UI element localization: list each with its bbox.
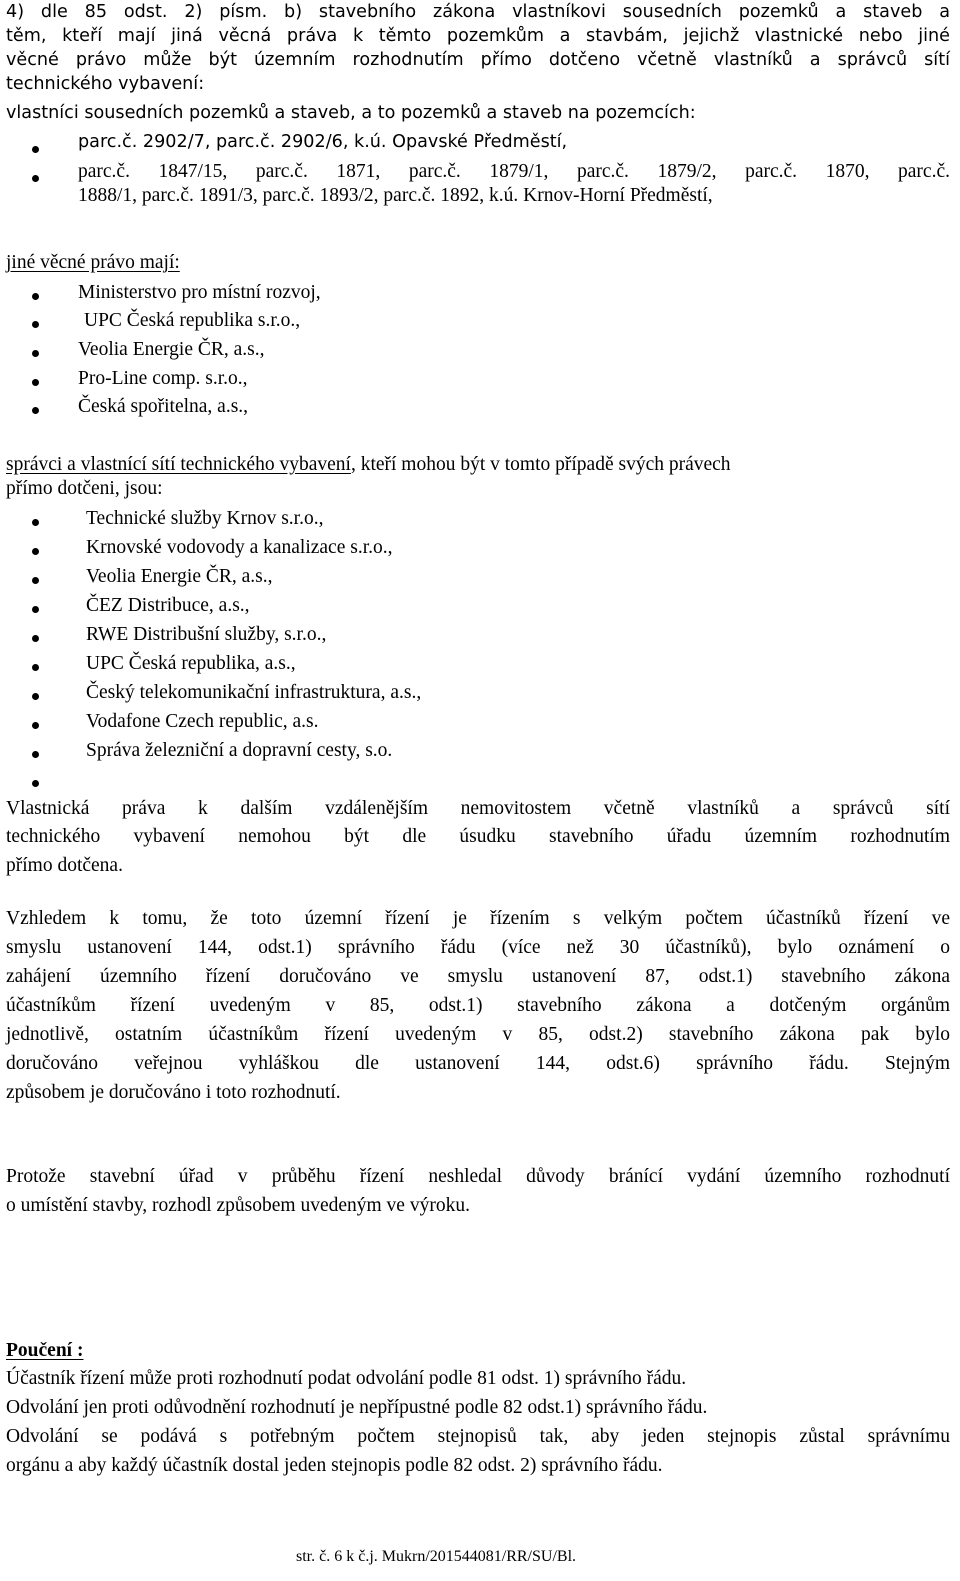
other-rights-item-4: Pro-Line comp. s.r.o., bbox=[78, 368, 248, 389]
networks-item-7: Český telekomunikační infrastruktura, a.s., bbox=[86, 682, 422, 703]
networks-item-9: Správa železniční a dopravní cesty, s.o. bbox=[86, 740, 393, 761]
para1-line-1: Vlastnická práva k dalším vzdálenějším nemovitostem včetně vlastníků a správců sítí bbox=[6, 798, 950, 819]
notice-line-4: orgánu a aby každý účastník dostal jeden stejnopis podle 82 odst. 2) správního řádu. bbox=[6, 1455, 663, 1476]
bullet-network-6 bbox=[32, 664, 39, 671]
intro-line-5: vlastníci sousedních pozemků a staveb, a to pozemků a staveb na pozemcích: bbox=[6, 103, 696, 123]
networks-item-6: UPC Česká republika, a.s., bbox=[86, 653, 296, 674]
para2-line-6: doručováno veřejnou vyhláškou dle ustanovení 144, odst.6) správního řádu. Stejným bbox=[6, 1053, 950, 1074]
parcel-line-1: parc.č. 2902/7, parc.č. 2902/6, k.ú. Opavské Předměstí, bbox=[78, 132, 568, 152]
intro-line-3: věcné právo může být územním rozhodnutím přímo dotčeno včetně vlastníků a správců sítí bbox=[6, 50, 950, 70]
bullet-other-5 bbox=[32, 407, 39, 414]
para2-line-1: Vzhledem k tomu, že toto územní řízení je řízením s velkým počtem účastníků řízení ve bbox=[6, 908, 950, 929]
bullet-network-1 bbox=[32, 519, 39, 526]
networks-item-3: Veolia Energie ČR, a.s., bbox=[86, 566, 273, 587]
notice-line-2: Odvolání jen proti odůvodnění rozhodnutí je nepřípustné podle 82 odst.1) správního řádu. bbox=[6, 1397, 708, 1418]
networks-item-5: RWE Distribušní služby, s.r.o., bbox=[86, 624, 327, 645]
bullet-network-empty bbox=[32, 780, 39, 787]
other-rights-item-5: Česká spořitelna, a.s., bbox=[78, 396, 249, 417]
para2-line-3: zahájení územního řízení doručováno ve smyslu ustanovení 87, odst.1) stavebního zákona bbox=[6, 966, 950, 987]
networks-heading-line-1 bbox=[6, 453, 731, 477]
bullet-parcel-1 bbox=[32, 146, 39, 153]
networks-heading-rest: , kteří mohou být v tomto případě svých právech bbox=[350, 454, 731, 475]
para1-line-3: přímo dotčena. bbox=[6, 855, 123, 876]
networks-heading-underlined: správci a vlastnící sítí technického vybavení bbox=[6, 454, 351, 475]
bullet-network-2 bbox=[32, 548, 39, 555]
bullet-network-4 bbox=[32, 606, 39, 613]
networks-item-1: Technické služby Krnov s.r.o., bbox=[86, 508, 324, 529]
bullet-network-8 bbox=[32, 722, 39, 729]
bullet-other-2 bbox=[32, 321, 39, 328]
bullet-network-7 bbox=[32, 693, 39, 700]
bullet-other-1 bbox=[32, 293, 39, 300]
intro-line-4: technického vybavení: bbox=[6, 74, 205, 94]
other-rights-item-2: UPC Česká republika s.r.o., bbox=[84, 310, 301, 331]
notice-heading: Poučení : bbox=[6, 1340, 84, 1361]
networks-item-8: Vodafone Czech republic, a.s. bbox=[86, 711, 319, 732]
para1-line-2: technického vybavení nemohou být dle úsudku stavebního úřadu územním rozhodnutím bbox=[6, 826, 950, 847]
other-rights-item-3: Veolia Energie ČR, a.s., bbox=[78, 339, 265, 360]
bullet-network-9 bbox=[32, 751, 39, 758]
bullet-other-3 bbox=[32, 350, 39, 357]
parcel-line-2: parc.č. 1847/15, parc.č. 1871, parc.č. 1879/1, parc.č. 1879/2, parc.č. 1870, parc.č. bbox=[78, 161, 950, 182]
para3-line-2: o umístění stavby, rozhodl způsobem uvedeným ve výroku. bbox=[6, 1195, 470, 1216]
page-footer: str. č. 6 k č.j. Mukrn/201544081/RR/SU/Bl. bbox=[296, 1548, 577, 1565]
notice-line-1: Účastník řízení může proti rozhodnutí podat odvolání podle 81 odst. 1) správního řádu. bbox=[6, 1368, 687, 1389]
networks-item-2: Krnovské vodovody a kanalizace s.r.o., bbox=[86, 537, 393, 558]
para2-line-2: smyslu ustanovení 144, odst.1) správního řádu (více než 30 účastníků), bylo oznámení o bbox=[6, 937, 950, 958]
intro-line-2: těm, kteří mají jiná věcná práva k těmto pozemkům a stavbám, jejichž vlastnické nebo jiné bbox=[6, 26, 950, 46]
para3-line-1: Protože stavební úřad v průběhu řízení neshledal důvody bránící vydání územního rozhodnutí bbox=[6, 1166, 950, 1187]
parcel-line-3: 1888/1, parc.č. 1891/3, parc.č. 1893/2, parc.č. 1892, k.ú. Krnov-Horní Předměstí, bbox=[78, 185, 713, 206]
bullet-network-5 bbox=[32, 635, 39, 642]
bullet-network-3 bbox=[32, 577, 39, 584]
bullet-other-4 bbox=[32, 379, 39, 386]
other-rights-item-1: Ministerstvo pro místní rozvoj, bbox=[78, 282, 321, 303]
para2-line-4: účastníkům řízení uvedeným v 85, odst.1) stavebního zákona a dotčeným orgánům bbox=[6, 995, 950, 1016]
bullet-parcel-2 bbox=[32, 175, 39, 182]
para2-line-7: způsobem je doručováno i toto rozhodnutí. bbox=[6, 1082, 341, 1103]
networks-heading-line-2: přímo dotčeni, jsou: bbox=[6, 478, 163, 499]
para2-line-5: jednotlivě, ostatním účastníkům řízení uvedeným v 85, odst.2) stavebního zákona pak bylo bbox=[6, 1024, 950, 1045]
other-rights-heading: jiné věcné právo mají: bbox=[6, 252, 180, 273]
networks-item-4: ČEZ Distribuce, a.s., bbox=[86, 595, 250, 616]
notice-line-3: Odvolání se podává s potřebným počtem stejnopisů tak, aby jeden stejnopis zůstal správnímu bbox=[6, 1426, 950, 1447]
intro-line-1: 4) dle 85 odst. 2) písm. b) stavebního zákona vlastníkovi sousedních pozemků a staveb a bbox=[6, 2, 950, 22]
